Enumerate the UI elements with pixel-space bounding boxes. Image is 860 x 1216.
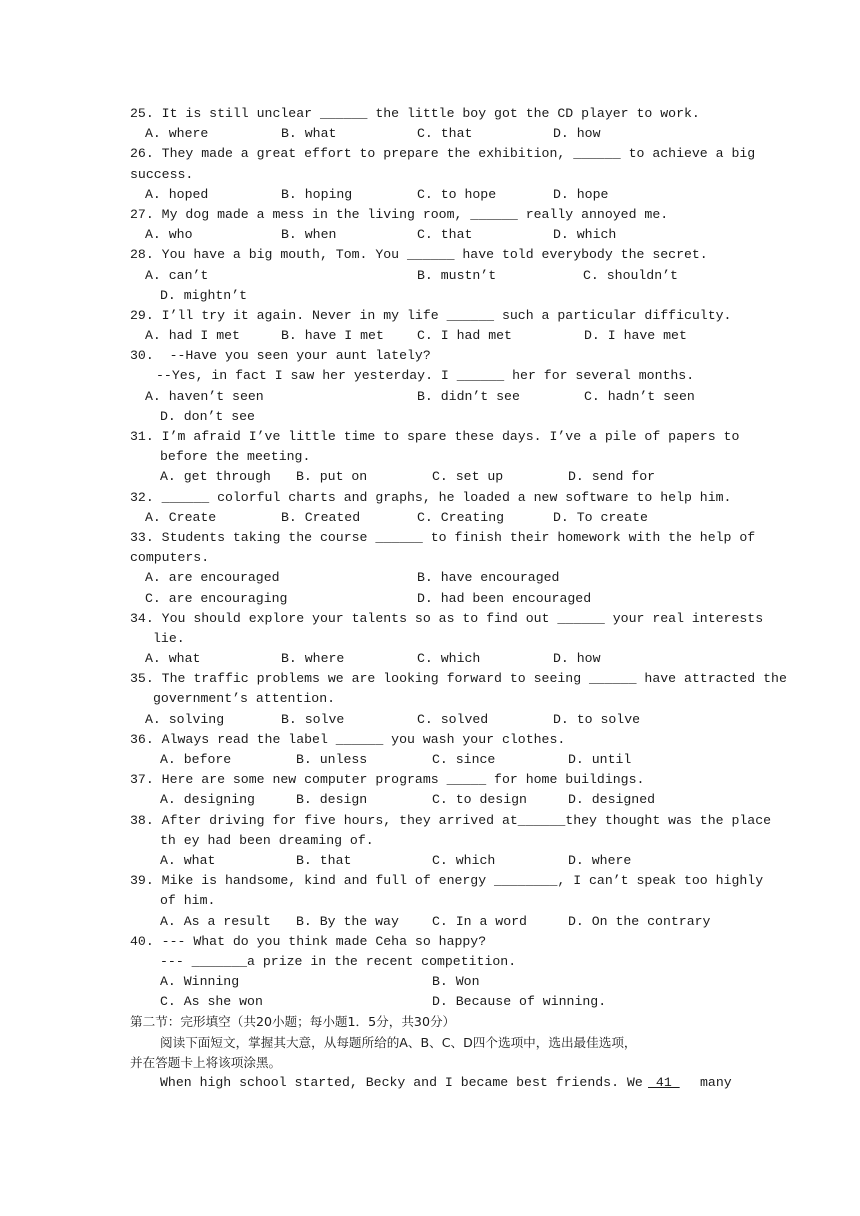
option-a: A. before [160, 752, 232, 767]
option-d: D. to solve [553, 711, 641, 727]
option-b: B. that [296, 852, 352, 868]
question-number: 34. [130, 610, 154, 626]
options-39 [130, 912, 732, 932]
option-d: D. until [568, 752, 632, 767]
option-b: B. unless [296, 752, 368, 767]
question-stem: The traffic problems we are looking forward to seeing ______ have attracted the [161, 671, 787, 687]
question-stem: I’ll try it again. Never in my life ______ such a particular difficulty. [161, 307, 732, 323]
question-39 [130, 871, 764, 891]
question-39-cont: of him. [160, 893, 216, 909]
options-40-row1 [130, 972, 732, 992]
option-b: B. have I met [281, 328, 384, 344]
section-heading: 第二节：完形填空（共20小题；每小题1．5分，共30分） [130, 1014, 456, 1030]
option-a: A. Create [145, 509, 217, 525]
options-29 [130, 326, 732, 346]
option-d: D. send for [568, 469, 656, 485]
question-number: 30. [130, 348, 154, 364]
option-d: D. Because of winning. [432, 994, 607, 1010]
options-33-row1 [130, 568, 732, 588]
option-a: A. designing [160, 792, 255, 808]
exam-page [130, 104, 787, 1093]
option-d: D. On the contrary [568, 913, 711, 929]
question-29 [130, 306, 732, 326]
option-a: A. are encouraged [145, 570, 280, 586]
question-number: 36. [130, 731, 154, 747]
question-38-cont: th ey had been dreaming of. [160, 832, 374, 848]
question-stem: After driving for five hours, they arrived at______they thought was the place [161, 812, 772, 828]
question-number: 35. [130, 671, 154, 687]
question-number: 31. [130, 429, 154, 444]
option-d: D. designed [568, 792, 656, 808]
question-stem: --- What do you think made Ceha so happy? [161, 933, 487, 949]
option-b: B. Created [281, 509, 361, 525]
question-25 [130, 104, 732, 124]
question-35-cont: government’s attention. [153, 691, 336, 707]
question-stem: I’m afraid I’ve little time to spare these days. I’ve a pile of papers to [161, 429, 740, 444]
question-34 [130, 609, 764, 629]
question-number: 32. [130, 489, 154, 505]
option-c: C. that [417, 126, 473, 142]
options-31 [130, 467, 732, 487]
option-b: B. By the way [296, 913, 399, 929]
question-27 [130, 205, 732, 225]
question-number: 33. [130, 529, 154, 545]
options-26 [130, 185, 732, 205]
options-25 [130, 124, 732, 144]
question-40-cont: --- _______a prize in the recent competition. [160, 953, 517, 969]
question-stem: ______ colorful charts and graphs, he loaded a new software to help him. [161, 489, 732, 505]
option-b: B. hoping [281, 186, 353, 202]
question-number: 27. [130, 206, 154, 222]
question-stem: Mike is handsome, kind and full of energy ________, I can’t speak too highly [161, 873, 764, 889]
option-c: C. solved [417, 711, 489, 727]
option-c: C. shouldn’t [583, 267, 678, 283]
option-a: A. had I met [145, 328, 240, 344]
option-c: C. hadn’t seen [584, 388, 695, 404]
question-number: 26. [130, 146, 154, 162]
option-c: C. that [417, 227, 473, 243]
option-b: B. put on [296, 469, 368, 485]
section-instruction: 阅读下面短文，掌握其大意，从每题所给的A、B、C、D四个选项中，选出最佳选项， [160, 1034, 637, 1050]
option-c: C. As she won [160, 994, 263, 1010]
option-d: D. To create [553, 509, 648, 525]
passage-text-end: many [700, 1075, 732, 1090]
option-a: A. can’t [145, 267, 209, 283]
option-d: D. which [553, 227, 617, 243]
option-a: A. As a result [160, 913, 271, 929]
passage-line [130, 1073, 732, 1093]
option-b: B. have encouraged [417, 570, 560, 586]
question-37 [130, 770, 732, 790]
options-32 [130, 508, 732, 528]
option-a: A. who [145, 227, 193, 243]
section-instruction-cont: 并在答题卡上将该项涂黑。 [130, 1054, 282, 1070]
option-b: B. what [281, 126, 337, 142]
option-b: B. mustn’t [417, 267, 497, 283]
option-a: A. Winning [160, 974, 240, 990]
option-b: B. didn’t see [417, 388, 520, 404]
question-34-cont: lie. [153, 630, 185, 646]
question-stem: --Have you seen your aunt lately? [169, 348, 431, 364]
option-a: A. what [160, 852, 216, 868]
option-d: D. don’t see [160, 408, 255, 424]
blank-41: 41 [648, 1075, 680, 1090]
question-number: 38. [130, 812, 154, 828]
option-a: A. what [145, 651, 201, 667]
question-40 [130, 932, 732, 952]
question-number: 29. [130, 307, 154, 323]
question-30-cont: --Yes, in fact I saw her yesterday. I ______ her for several months. [156, 368, 695, 384]
option-a: A. hoped [145, 186, 209, 202]
option-c: C. Creating [417, 509, 505, 525]
question-32 [130, 488, 732, 508]
option-d: D. I have met [584, 328, 687, 344]
options-35 [130, 710, 732, 730]
question-stem: They made a great effort to prepare the exhibition, ______ to achieve a big [161, 146, 756, 162]
question-number: 37. [130, 772, 154, 788]
option-c: C. since [432, 752, 496, 767]
question-stem: You should explore your talents so as to find out ______ your real interests [161, 610, 764, 626]
option-c: C. In a word [432, 913, 527, 929]
option-c: C. to design [432, 792, 527, 808]
question-30 [130, 346, 732, 366]
question-number: 39. [130, 873, 154, 889]
option-d: D. how [553, 651, 601, 667]
passage-text: When high school started, Becky and I became best friends. We [160, 1075, 643, 1090]
option-b: B. Won [432, 974, 480, 990]
options-30-cont [130, 407, 732, 427]
option-b: B. when [281, 227, 337, 243]
option-a: A. haven’t seen [145, 388, 264, 404]
option-b: B. solve [281, 711, 345, 727]
option-c: C. which [417, 651, 481, 667]
option-c: C. are encouraging [145, 590, 288, 606]
question-stem: Always read the label ______ you wash your clothes. [161, 731, 566, 747]
question-33-cont: computers. [130, 550, 210, 566]
option-b: B. design [296, 792, 368, 808]
option-c: C. set up [432, 469, 504, 485]
option-c: C. to hope [417, 186, 497, 202]
question-stem: You have a big mouth, Tom. You ______ have told everybody the secret. [161, 247, 708, 263]
question-stem: It is still unclear ______ the little boy got the CD player to work. [161, 106, 700, 121]
option-a: A. solving [145, 711, 225, 727]
option-d: D. where [568, 852, 632, 868]
question-28 [130, 245, 732, 265]
options-30 [130, 387, 732, 407]
question-stem: Here are some new computer programs _____ for home buildings. [161, 772, 645, 788]
option-b: B. where [281, 651, 345, 667]
question-26 [130, 144, 756, 164]
options-40-row2 [130, 992, 732, 1012]
options-38 [130, 851, 732, 871]
question-stem: My dog made a mess in the living room, ______ really annoyed me. [161, 206, 669, 222]
option-d: D. had been encouraged [417, 590, 592, 606]
question-38 [130, 811, 772, 831]
question-31-cont: before the meeting. [160, 449, 311, 465]
options-33-row2 [130, 589, 732, 609]
question-number: 40. [130, 933, 154, 949]
question-26-cont: success. [130, 166, 194, 182]
options-28 [130, 266, 732, 286]
question-stem: Students taking the course ______ to finish their homework with the help of [161, 529, 756, 545]
options-28-cont [130, 286, 732, 306]
option-a: A. where [145, 126, 209, 142]
option-c: C. which [432, 852, 496, 868]
question-33 [130, 528, 756, 548]
question-31 [130, 427, 740, 447]
option-d: D. hope [553, 186, 609, 202]
options-34 [130, 649, 732, 669]
option-d: D. how [553, 126, 601, 142]
question-number: 28. [130, 247, 154, 263]
option-c: C. I had met [417, 328, 512, 344]
question-35 [130, 669, 787, 689]
options-37 [130, 790, 732, 810]
option-a: A. get through [160, 469, 271, 485]
question-36 [130, 730, 732, 750]
question-number: 25. [130, 106, 154, 121]
option-d: D. mightn’t [160, 287, 248, 303]
options-27 [130, 225, 732, 245]
options-36 [130, 750, 732, 770]
